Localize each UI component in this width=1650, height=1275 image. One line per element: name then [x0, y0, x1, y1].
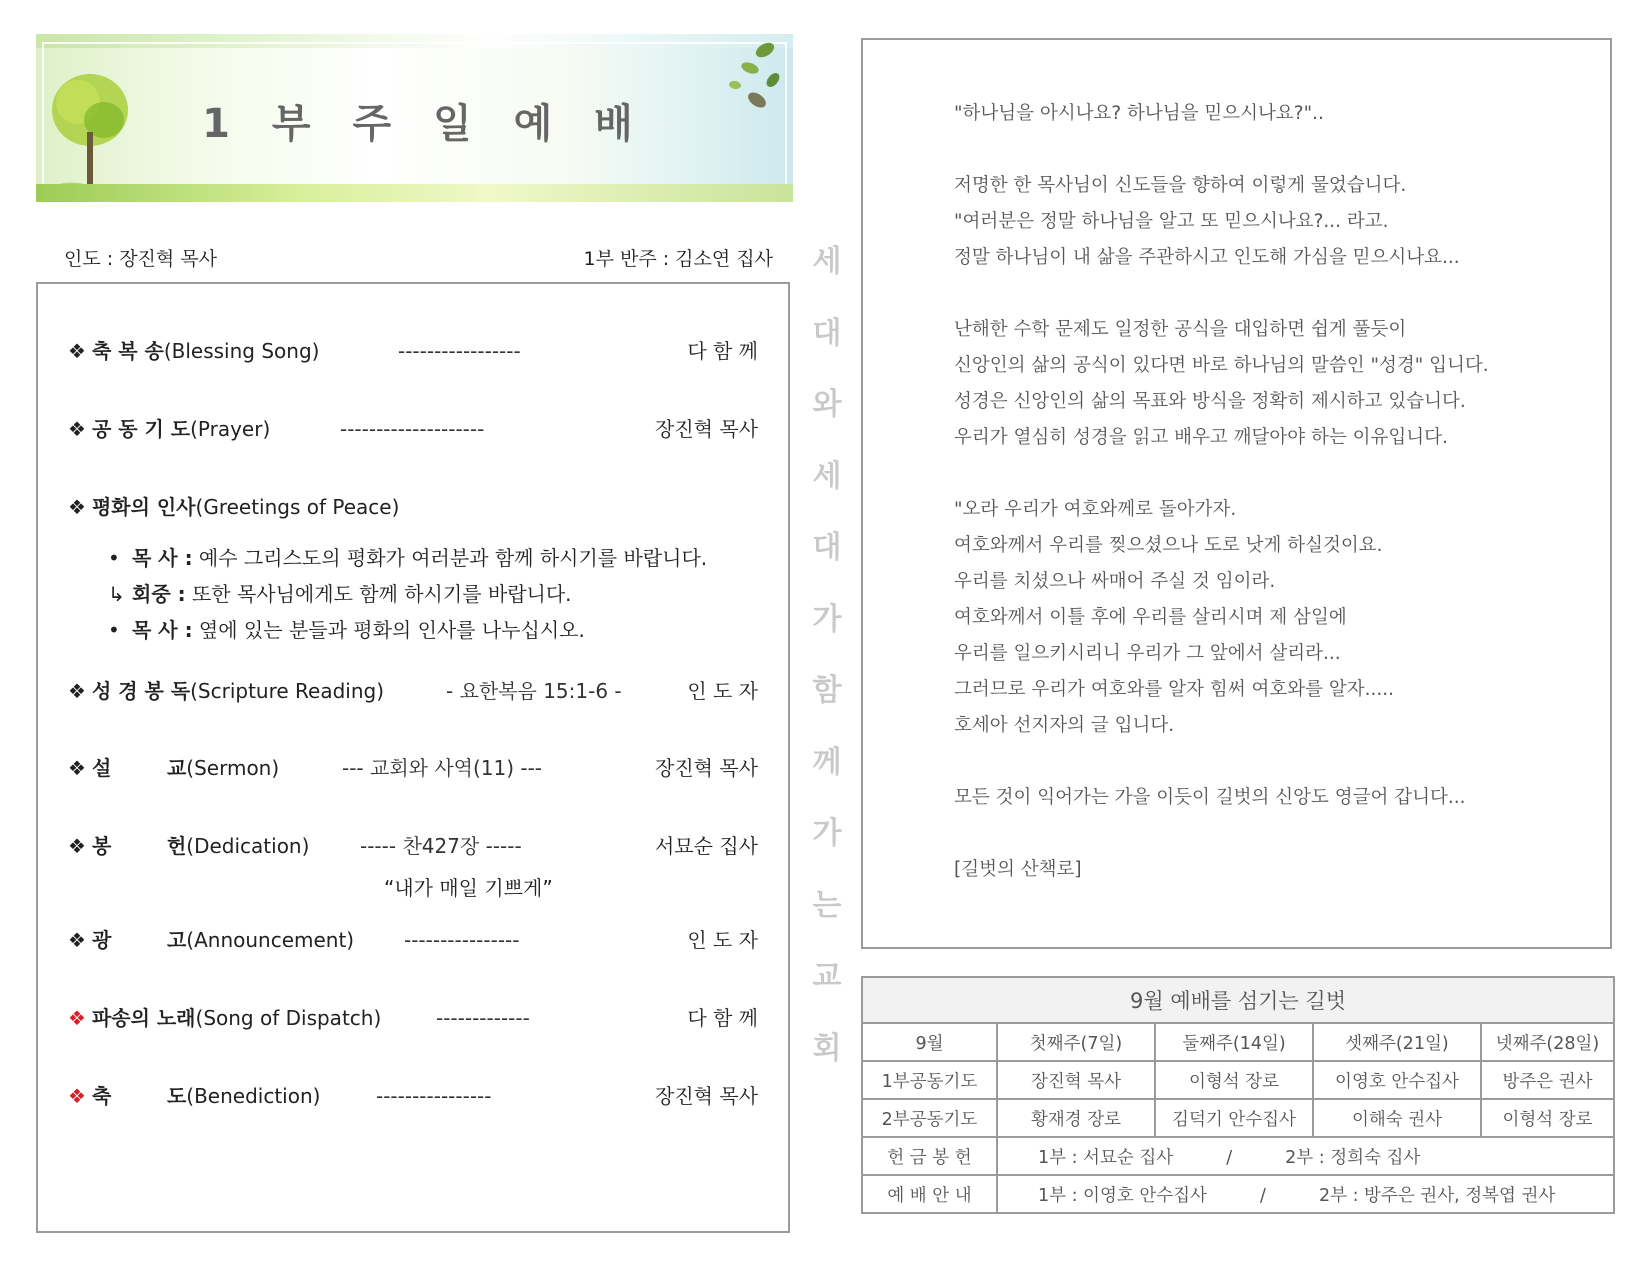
meditation-line: 난해한 수학 문제도 일정한 공식을 대입하면 쉽게 풀듯이	[954, 319, 1407, 340]
diamond-bullet-icon: ❖	[68, 1006, 86, 1030]
meditation-line: 호세아 선지자의 글 입니다.	[954, 715, 1175, 736]
leader-text: 인도 : 장진혁 목사	[64, 248, 217, 270]
meditation-line: 저명한 한 목사님이 신도들을 향하여 이렇게 물었습니다.	[954, 175, 1407, 196]
hymn-title: “내가 매일 기쁘게”	[384, 876, 553, 900]
order-item-benediction	[68, 1081, 758, 1111]
duty-table	[861, 976, 1615, 1214]
order-item-title: 파송의 노래	[91, 1006, 196, 1030]
meditation-signature: [길벗의 산책로]	[954, 859, 1082, 880]
diamond-bullet-icon: ❖	[68, 928, 86, 952]
order-item-person: 장진혁 목사	[655, 756, 758, 780]
order-item-sermon	[68, 753, 758, 783]
service-title: 1 부 주 일 예 배	[202, 101, 647, 147]
diamond-bullet-icon: ❖	[68, 834, 86, 858]
bullet-dot-icon: •	[108, 618, 120, 642]
order-item-middle: --- 교회와 사역(11) ---	[342, 756, 543, 780]
order-item-title-en: (Scripture Reading)	[190, 679, 385, 703]
meditation-line: 정말 하나님이 내 삶을 주관하시고 인도해 가심을 믿으시나요...	[954, 247, 1460, 268]
order-item-title: 축 복 송	[91, 339, 164, 363]
meditation-line: 우리가 열심히 성경을 읽고 배우고 깨달아야 하는 이유입니다.	[954, 427, 1448, 448]
order-item-title-en: (Prayer)	[190, 417, 271, 441]
bullet-dot-icon: •	[108, 546, 120, 570]
order-item-greetings	[68, 492, 758, 522]
order-item-person: 인 도 자	[687, 928, 758, 952]
order-item-title-en: (Dedication)	[186, 834, 310, 858]
banner-bottom-band	[36, 184, 793, 202]
vertical-slogan: 세 대 와 세 대 가 함 께 가 는 교 회	[812, 244, 842, 1066]
order-item-prayer	[68, 414, 758, 444]
meditation-line: 모든 것이 익어가는 가을 이듯이 길벗의 신앙도 영글어 갑니다...	[954, 787, 1466, 808]
order-item-title-en: (Greetings of Peace)	[195, 495, 400, 519]
order-item-title: 광 고	[91, 928, 187, 952]
diamond-bullet-icon: ❖	[68, 339, 86, 363]
peace-line-congregation: ↳ 회중 : 또한 목사님에게도 함께 하시기를 바랍니다.	[108, 582, 572, 606]
order-item-title-en: (Blessing Song)	[163, 339, 320, 363]
meditation-box	[861, 38, 1612, 949]
order-item-title: 공 동 기 도	[91, 417, 191, 441]
reply-arrow-icon: ↳	[108, 582, 125, 606]
order-item-title-en: (Benediction)	[186, 1084, 321, 1108]
meditation-line: "오라 우리가 여호와께로 돌아가자.	[954, 499, 1237, 520]
order-item-title: 축 도	[91, 1084, 187, 1108]
duty-table-title: 9월 예배를 섬기는 길벗	[862, 977, 1614, 1023]
order-item-middle: --------------------	[340, 417, 485, 441]
meditation-line: 신앙인의 삶의 공식이 있다면 바로 하나님의 말씀인 "성경" 입니다.	[954, 355, 1489, 376]
table-row: 2부공동기도 황재경 장로 김덕기 안수집사 이해숙 권사 이형석 장로	[862, 1099, 1614, 1137]
meditation-line: 여호와께서 우리를 찢으셨으나 도로 낫게 하실것이요.	[954, 535, 1383, 556]
meditation-line: 여호와께서 이틀 후에 우리를 살리시며 제 삼일에	[954, 607, 1347, 628]
meditation-line: "여러분은 정말 하나님을 알고 또 믿으시나요?... 라고.	[954, 211, 1389, 232]
meditation-line: "하나님을 아시나요? 하나님을 믿으시나요?"..	[954, 103, 1324, 124]
diamond-bullet-icon: ❖	[68, 679, 86, 703]
order-item-title-en: (Announcement)	[186, 928, 355, 952]
diamond-bullet-icon: ❖	[68, 1084, 86, 1108]
order-item-middle: -----------------	[398, 339, 521, 363]
meditation-line: 우리를 치셨으나 싸매어 주실 것 임이라.	[954, 571, 1276, 592]
peace-line-pastor-2: • 목 사 : 옆에 있는 분들과 평화의 인사를 나누십시오.	[108, 618, 585, 642]
order-item-person: 장진혁 목사	[655, 1084, 758, 1108]
meditation-line: 그러므로 우리가 여호와를 알자 힘써 여호와를 알자.....	[954, 679, 1394, 700]
order-item-dedication	[68, 831, 758, 861]
diamond-bullet-icon: ❖	[68, 495, 86, 519]
order-item-title-en: (Sermon)	[186, 756, 280, 780]
order-item-person: 인 도 자	[687, 679, 758, 703]
order-item-middle: ----- 찬427장 -----	[360, 834, 522, 858]
order-item-person: 서묘순 집사	[655, 834, 758, 858]
order-item-person: 다 함 께	[687, 339, 758, 363]
order-item-title: 성 경 봉 독	[91, 679, 191, 703]
order-item-middle: - 요한복음 15:1-6 -	[446, 679, 622, 703]
order-item-middle: ----------------	[376, 1084, 492, 1108]
order-item-title: 설 교	[91, 756, 187, 780]
offering-row: 헌 금 봉 헌 1부 : 서묘순 집사 / 2부 : 정희숙 집사	[862, 1137, 1614, 1175]
order-item-scripture	[68, 676, 758, 706]
duty-table-header-row: 9월 첫째주(7일) 둘째주(14일) 셋째주(21일) 넷째주(28일)	[862, 1023, 1614, 1061]
order-item-title: 봉 헌	[91, 834, 187, 858]
order-item-dispatch-song	[68, 1003, 758, 1033]
accompanist-text: 1부 반주 : 김소연 집사	[583, 248, 773, 270]
order-item-title-en: (Song of Dispatch)	[195, 1006, 382, 1030]
order-item-person: 다 함 께	[687, 1006, 758, 1030]
order-item-middle: -------------	[436, 1006, 530, 1030]
peace-line-pastor: • 목 사 : 예수 그리스도의 평화가 여러분과 함께 하시기를 바랍니다.	[108, 546, 708, 570]
order-item-title: 평화의 인사	[91, 495, 196, 519]
order-item-middle: ----------------	[404, 928, 520, 952]
table-row: 1부공동기도 장진혁 목사 이형석 장로 이영호 안수집사 방주은 권사	[862, 1061, 1614, 1099]
banner	[36, 34, 793, 202]
guide-row: 예 배 안 내 1부 : 이영호 안수집사 / 2부 : 방주은 권사, 정복엽 권사	[862, 1175, 1614, 1213]
meditation-line: 성경은 신앙인의 삶의 목표와 방식을 정확히 제시하고 있습니다.	[954, 391, 1466, 412]
order-of-service	[36, 282, 790, 1233]
order-item-blessing-song	[68, 336, 758, 366]
order-item-person: 장진혁 목사	[655, 417, 758, 441]
duty-table-title-row	[862, 977, 1614, 1023]
diamond-bullet-icon: ❖	[68, 417, 86, 441]
meditation-line: 우리를 일으키시리니 우리가 그 앞에서 살리라...	[954, 643, 1341, 664]
diamond-bullet-icon: ❖	[68, 756, 86, 780]
order-item-announcement	[68, 925, 758, 955]
